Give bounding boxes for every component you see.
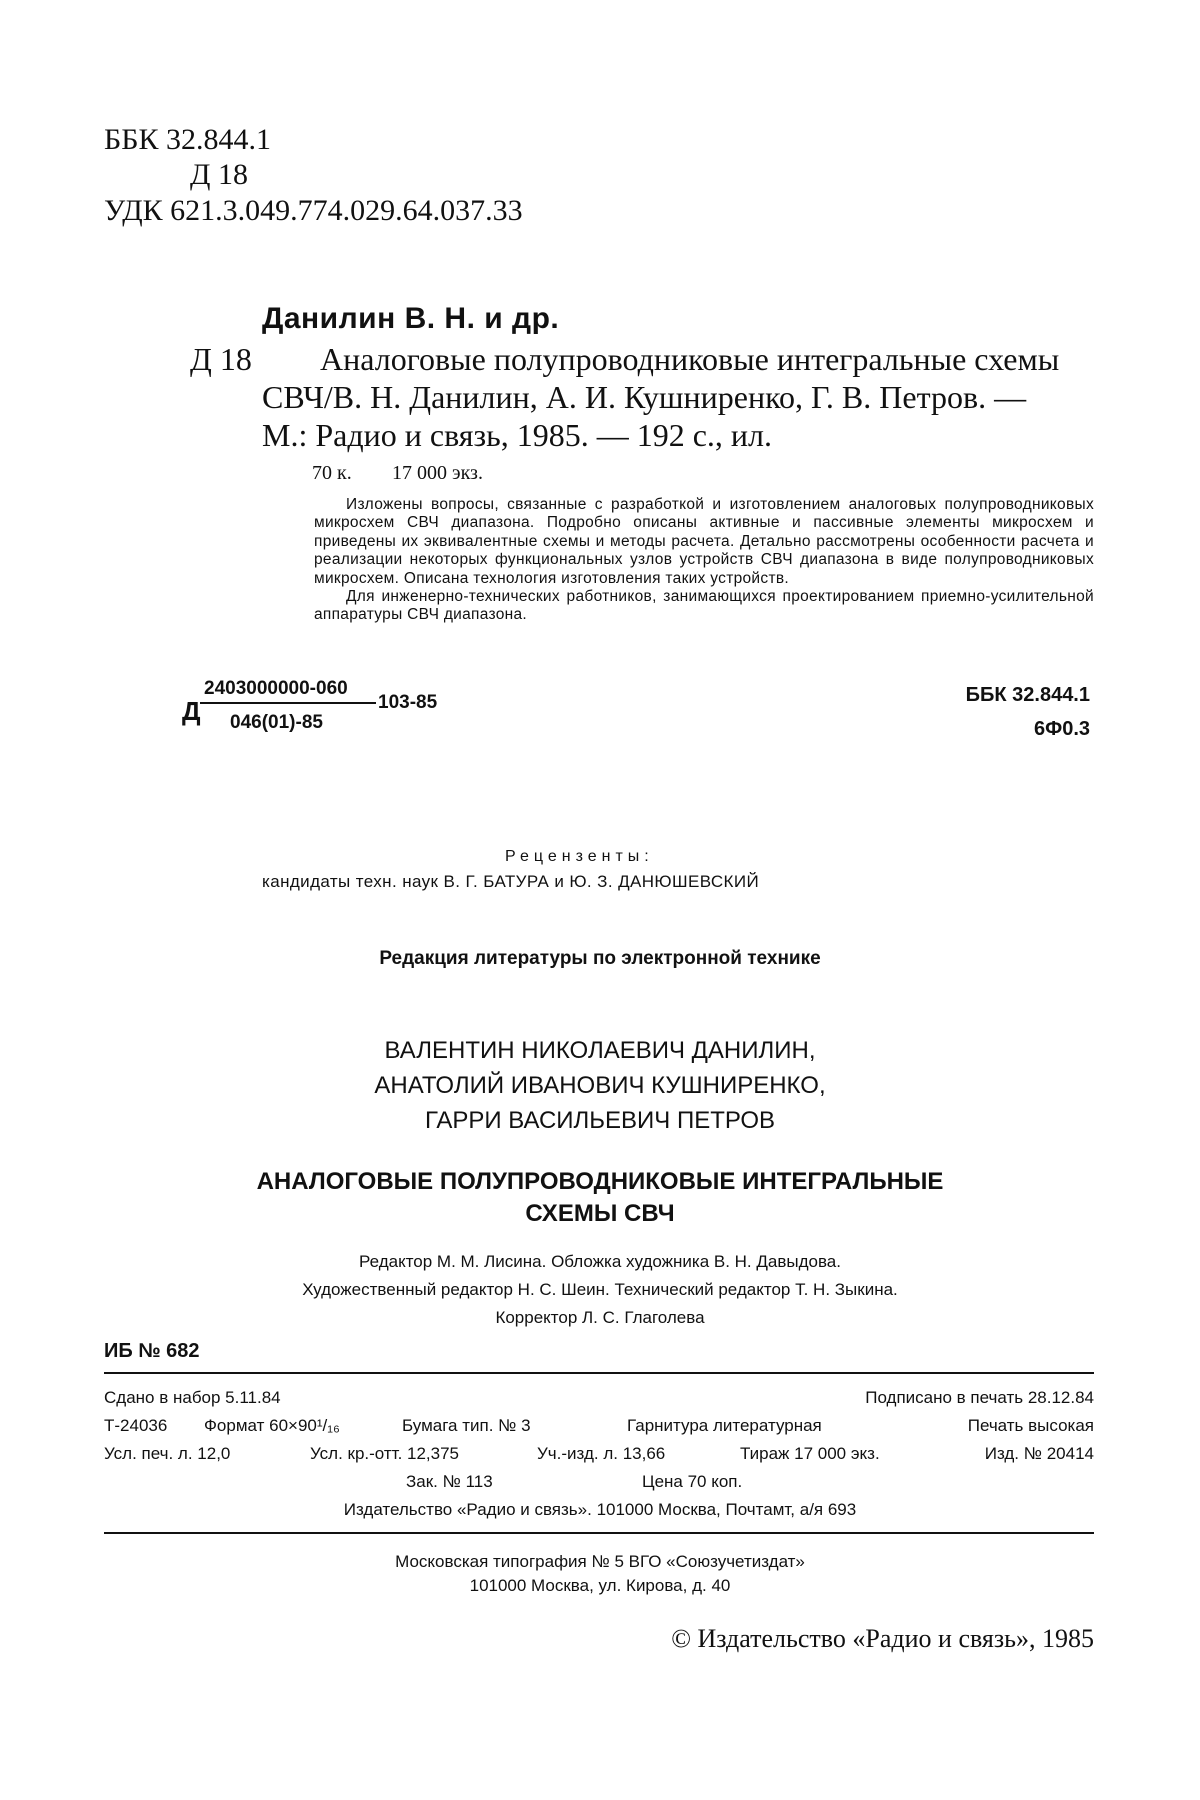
author-full-name-2: АНАТОЛИЙ ИВАНОВИЧ КУШНИРЕНКО, [374, 1072, 826, 1099]
entry-description-line-2: СВЧ/В. Н. Данилин, А. И. Кушниренко, Г. В. Петров. — [262, 379, 1027, 415]
index-code-fraction [182, 678, 482, 748]
imprint-submitted: Сдано в набор 5.11.84 [104, 1388, 281, 1407]
entry-description-line-3: М.: Радио и связь, 1985. — 192 с., ил. [262, 417, 773, 453]
author-mark: Д 18 [190, 158, 248, 191]
staff-editor: Редактор М. М. Лисина. Обложка художника В. Н. Давыдова. [359, 1252, 841, 1271]
author-full-name-1: ВАЛЕНТИН НИКОЛАЕВИЧ ДАНИЛИН, [384, 1037, 816, 1064]
imprint-print-run: Тираж 17 000 экз. [740, 1444, 880, 1463]
copyright-notice: © Издательство «Радио и связь», 1985 [671, 1624, 1094, 1653]
annotation-paragraph-2: Для инженерно-технических работников, занимающихся проектированием приемно-усилительной аппаратуры СВЧ диапазона. [314, 588, 1094, 624]
annotation-paragraph-1: Изложены вопросы, связанные с разработкой и изготовлением аналоговых полупроводниковых микросхем СВЧ диапазона. Подробно описаны активные и пассивные элементы микросхем и приведены их эквивалентные схемы и методы расчета. Детально рассмотрены особенности расчета и реализации некоторых функциональных узлов устройств СВЧ диапазона в виде полупроводниковых микросхем. Описана технология изготовления таких устройств. [314, 496, 1094, 587]
printer-name: Московская типография № 5 ВГО «Союзучетиздат» [395, 1552, 805, 1571]
entry-code: Д 18 [190, 341, 252, 377]
divider-bottom [104, 1532, 1094, 1534]
imprint-order-number: Зак. № 113 [406, 1472, 493, 1491]
entry-author-heading: Данилин В. Н. и др. [262, 302, 560, 335]
imprint-print-sheets: Усл. печ. л. 12,0 [104, 1444, 231, 1463]
entry-copies: 17 000 экз. [392, 462, 483, 484]
book-title-line-2: СХЕМЫ СВЧ [525, 1200, 675, 1227]
entry-description-line-1: Аналоговые полупроводниковые интегральные схемы [320, 341, 1060, 377]
imprint-format: Формат 60×90¹/₁₆ [204, 1416, 340, 1435]
index-code-letter: Д [182, 696, 201, 726]
imprint-order-code: Т-24036 [104, 1416, 168, 1435]
index-code-suffix: 103-85 [378, 692, 438, 713]
imprint-publication-number: Изд. № 20414 [984, 1444, 1094, 1463]
imprint-color-prints: Усл. кр.-отт. 12,375 [310, 1444, 460, 1463]
imprint-publisher-sheets: Уч.-изд. л. 13,66 [537, 1444, 666, 1463]
staff-proofreader: Корректор Л. С. Глаголева [495, 1308, 705, 1327]
book-title-line-1: АНАЛОГОВЫЕ ПОЛУПРОВОДНИКОВЫЕ ИНТЕГРАЛЬНЫЕ [256, 1168, 944, 1195]
bbk-classification: ББК 32.844.1 [104, 123, 271, 156]
fraction-bar [200, 702, 376, 704]
imprint-printing: Печать высокая [967, 1416, 1094, 1435]
printer-address: 101000 Москва, ул. Кирова, д. 40 [469, 1576, 731, 1595]
imprint-publisher-address: Издательство «Радио и связь». 101000 Москва, Почтамт, а/я 693 [343, 1500, 857, 1519]
imprint-paper: Бумага тип. № 3 [402, 1416, 531, 1435]
imprint-signed: Подписано в печать 28.12.84 [865, 1388, 1094, 1407]
udk-classification: УДК 621.3.049.774.029.64.037.33 [104, 194, 523, 227]
index-code-denominator: 046(01)-85 [230, 712, 323, 733]
ib-number: ИБ № 682 [104, 1340, 200, 1362]
reviewers-heading: Рецензенты: [505, 848, 654, 865]
index-class-code: 6Ф0.3 [1034, 718, 1090, 740]
reviewers-names: кандидаты техн. наук В. Г. БАТУРА и Ю. З. ДАНЮШЕВСКИЙ [262, 872, 760, 891]
index-bbk: ББК 32.844.1 [965, 684, 1090, 706]
imprint-price: Цена 70 коп. [642, 1472, 743, 1491]
staff-art-tech-editor: Художественный редактор Н. С. Шеин. Технический редактор Т. Н. Зыкина. [302, 1280, 898, 1299]
entry-price: 70 к. [312, 462, 352, 484]
imprint-typeface: Гарнитура литературная [627, 1416, 822, 1435]
index-code-numerator: 2403000000-060 [204, 678, 348, 699]
annotation [314, 496, 1094, 625]
divider-top [104, 1372, 1094, 1374]
editorial-office: Редакция литературы по электронной технике [379, 948, 821, 969]
author-full-name-3: ГАРРИ ВАСИЛЬЕВИЧ ПЕТРОВ [424, 1107, 776, 1134]
